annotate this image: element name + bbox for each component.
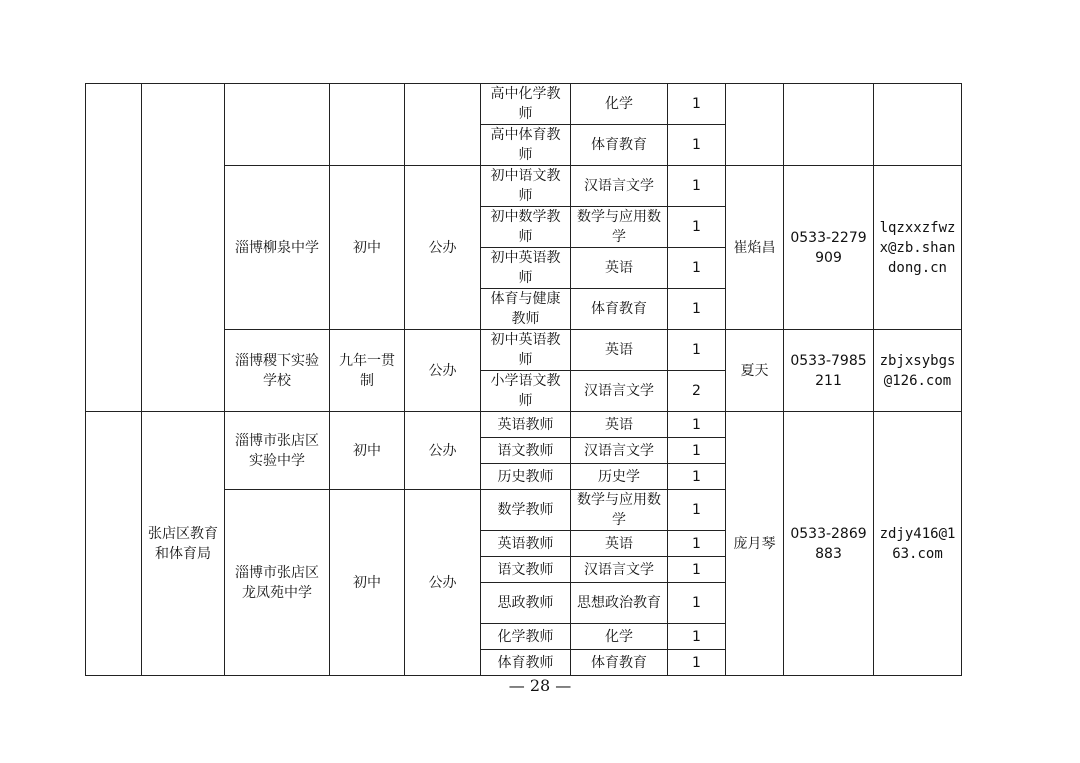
major-cell: 汉语言文学 [571, 371, 668, 412]
position-cell: 语文教师 [481, 438, 571, 464]
contact-email: zbjxsybgs@126.com [874, 330, 962, 412]
major-cell: 历史学 [571, 464, 668, 490]
count-cell: 1 [668, 624, 726, 650]
department-cell [142, 84, 225, 412]
count-cell: 1 [668, 330, 726, 371]
position-cell: 历史教师 [481, 464, 571, 490]
table-row [86, 412, 962, 438]
count-cell: 1 [668, 289, 726, 330]
major-cell: 汉语言文学 [571, 557, 668, 583]
position-cell: 数学教师 [481, 490, 571, 531]
count-cell: 1 [668, 583, 726, 624]
position-cell: 体育教师 [481, 650, 571, 676]
position-cell: 初中英语教师 [481, 330, 571, 371]
count-cell: 1 [668, 490, 726, 531]
major-cell: 英语 [571, 330, 668, 371]
table-row [86, 84, 962, 125]
count-cell: 1 [668, 248, 726, 289]
count-cell: 1 [668, 166, 726, 207]
position-cell: 英语教师 [481, 531, 571, 557]
school-name: 淄博柳泉中学 [225, 166, 330, 330]
region-cell [86, 84, 142, 412]
school-name: 淄博市张店区龙凤苑中学 [225, 490, 330, 676]
major-cell: 汉语言文学 [571, 166, 668, 207]
school-name: 淄博市张店区实验中学 [225, 412, 330, 490]
count-cell: 1 [668, 84, 726, 125]
school-level-cell [330, 84, 405, 166]
department-name: 张店区教育和体育局 [142, 412, 225, 676]
major-cell: 化学 [571, 624, 668, 650]
major-cell: 体育教育 [571, 125, 668, 166]
count-cell: 1 [668, 207, 726, 248]
major-cell: 数学与应用数学 [571, 207, 668, 248]
count-cell: 1 [668, 464, 726, 490]
email-cell [874, 84, 962, 166]
position-cell: 化学教师 [481, 624, 571, 650]
major-cell: 体育教育 [571, 650, 668, 676]
position-cell: 英语教师 [481, 412, 571, 438]
major-cell: 思想政治教育 [571, 583, 668, 624]
major-cell: 英语 [571, 412, 668, 438]
contact-phone: 0533-2279909 [784, 166, 874, 330]
contact-name: 崔焰昌 [726, 166, 784, 330]
count-cell: 1 [668, 412, 726, 438]
count-cell: 1 [668, 557, 726, 583]
phone-cell [784, 84, 874, 166]
school-name: 淄博稷下实验学校 [225, 330, 330, 412]
school-type: 公办 [405, 166, 481, 330]
contact-name: 庞月琴 [726, 412, 784, 676]
position-cell: 语文教师 [481, 557, 571, 583]
major-cell: 体育教育 [571, 289, 668, 330]
region-cell [86, 412, 142, 676]
major-cell: 英语 [571, 248, 668, 289]
count-cell: 1 [668, 125, 726, 166]
contact-email: lqzxxzfwzx@zb.shandong.cn [874, 166, 962, 330]
position-cell: 体育与健康教师 [481, 289, 571, 330]
position-cell: 高中体育教师 [481, 125, 571, 166]
position-cell: 思政教师 [481, 583, 571, 624]
school-cell [225, 84, 330, 166]
school-type-cell [405, 84, 481, 166]
school-level: 九年一贯制 [330, 330, 405, 412]
count-cell: 1 [668, 531, 726, 557]
page-number: — 28 — [508, 676, 572, 695]
contact-email: zdjy416@163.com [874, 412, 962, 676]
major-cell: 汉语言文学 [571, 438, 668, 464]
school-level: 初中 [330, 166, 405, 330]
count-cell: 1 [668, 438, 726, 464]
major-cell: 化学 [571, 84, 668, 125]
count-cell: 2 [668, 371, 726, 412]
position-cell: 初中数学教师 [481, 207, 571, 248]
school-level: 初中 [330, 490, 405, 676]
contact-phone: 0533-2869883 [784, 412, 874, 676]
school-type: 公办 [405, 412, 481, 490]
position-cell: 小学语文教师 [481, 371, 571, 412]
school-type: 公办 [405, 490, 481, 676]
position-cell: 高中化学教师 [481, 84, 571, 125]
contact-name: 夏天 [726, 330, 784, 412]
school-type: 公办 [405, 330, 481, 412]
major-cell: 数学与应用数学 [571, 490, 668, 531]
position-cell: 初中语文教师 [481, 166, 571, 207]
position-cell: 初中英语教师 [481, 248, 571, 289]
contact-phone: 0533-7985211 [784, 330, 874, 412]
major-cell: 英语 [571, 531, 668, 557]
count-cell: 1 [668, 650, 726, 676]
school-level: 初中 [330, 412, 405, 490]
contact-cell [726, 84, 784, 166]
recruitment-table [85, 83, 962, 676]
